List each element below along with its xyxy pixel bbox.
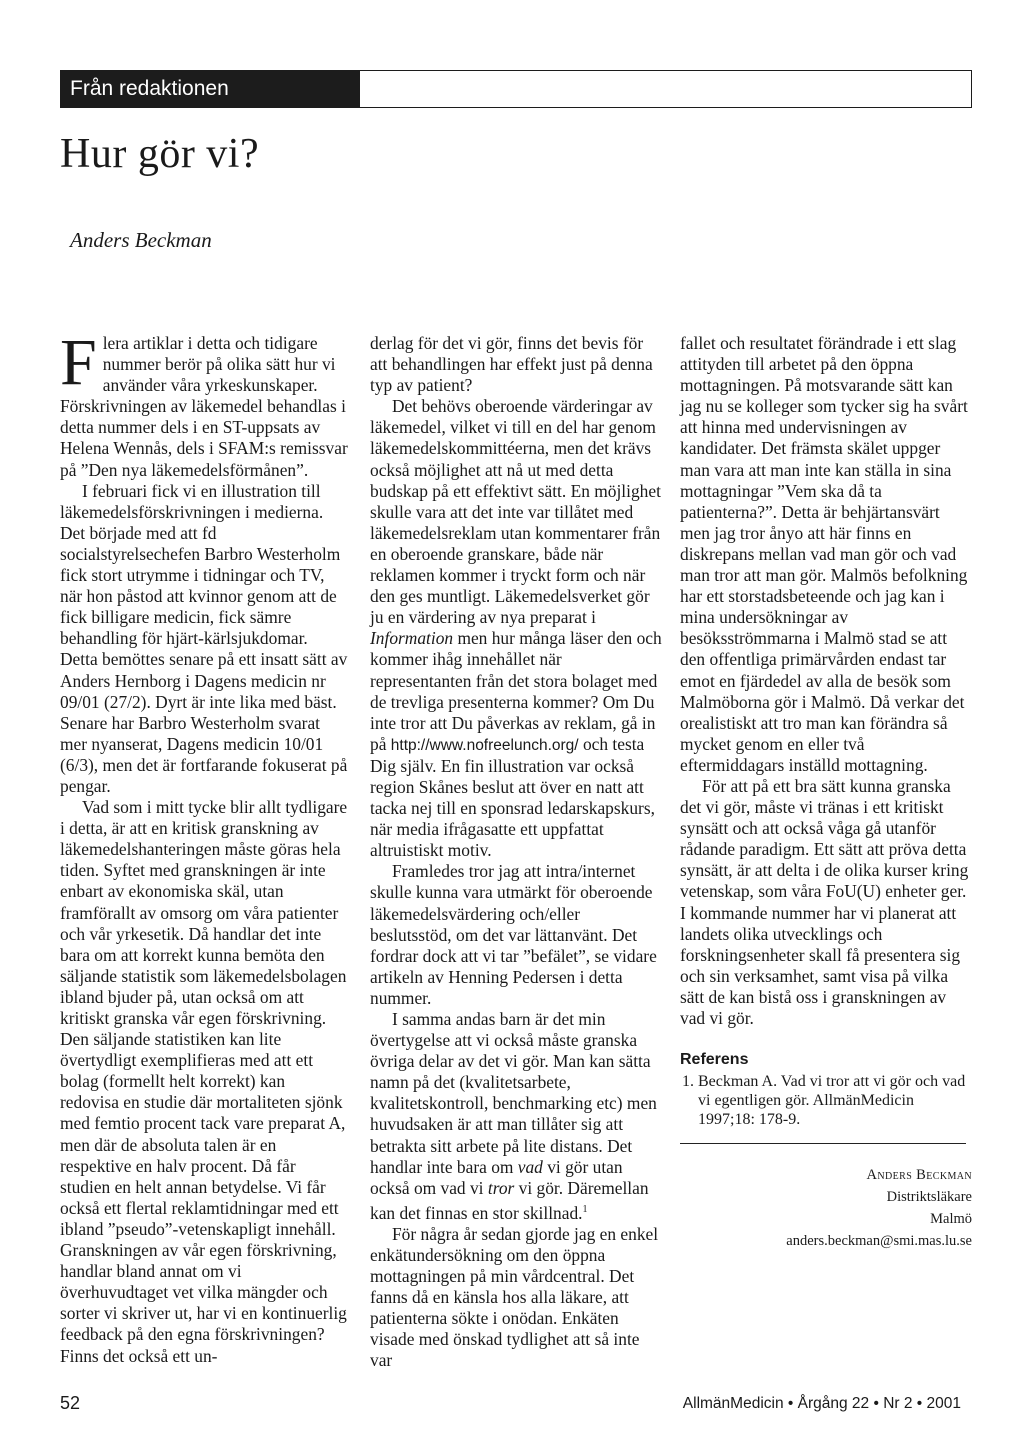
paragraph: fallet och resultatet förändrade i ett slag attityden till arbetet på den öppna mottagningen. På motsvarande sätt kan jag nu se kolleger som tycker sig ha svårt att hinna med undervisningen av kandidater. Det främsta skälet uppger man vara att man inte kan ställa in sina mottagningar ”Vem ska då ta patienterna?”. Detta är behjärtansvärt men jag tror ånyo att här finns en diskrepans mellan vad man gör och vad man tror att man gör. Malmös befolkning har ett storstadsbeteende och jag kan i mina undersökningar av besöksströmmarna i Malmö stad se att den offentliga primärvården endast tar emot en fjärdedel av alla de besök som Malmöborna gör i Malmö. Då verkar det orealistiskt att tro man kan förändra så mycket genom en eller två eftermiddagars inställd mottagning. <box>680 333 968 775</box>
paragraph: För att på ett bra sätt kunna granska det vi gör, måste vi tränas i ett kritiskt synsätt och att också våga gå utanför rådande paradigm. Ett sätt att pröva detta synsätt, är att delta i de olika kurser kring vetenskap, som våra FoU(U) enheter ger. I kommande nummer har vi planerat att landets olika utvecklings och forskningsenheter skall få presentera sig och sin verksamhet, samt visa på vilka sätt de kan bistå oss i granskningen av vad vi gör. <box>680 775 969 1028</box>
bio-city: Malmö <box>930 1211 972 1228</box>
paragraph: Framledes tror jag att intra/internet skulle kunna vara utmärkt för oberoende läkemedelsvärdering och/eller beslutsstöd, om det var lättanvänt. Det fordrar dock att vi tar ”befälet”, se vidare artikeln av Henning Pedersen i detta nummer. <box>370 861 657 1008</box>
bio-name: Anders Beckman <box>866 1167 972 1184</box>
article-author: Anders Beckman <box>70 228 212 252</box>
footnote-marker: 1 <box>582 1203 588 1215</box>
paragraph: derlag för det vi gör, finns det bevis för att behandlingen har effekt just på denna typ av patient? <box>370 333 653 396</box>
paragraph: Det behövs oberoende värderingar av läkemedel, vilket vi till en del har genom läkemedelskommittéerna, men det krävs också möjlighet att nå ut med detta budskap på ett effektivt sätt. En möjlighet skulle vara att det inte var tillåtet med läkemedelsreklam utan kommentarer från en oberoende granskare, både när reklamen kommer i tryckt form och när den ges muntligt. Läkemedelsverket gör ju en värdering av nya preparat i Information men hur många läser den och kommer ihåg innehållet när representanten från det stora bolaget med de trevliga presenterna kommer? Om Du inte tror att Du påverkas av reklam, gå in på http://www.nofreelunch.org/ och testa Dig själv. En fin illustration var också region Skånes beslut att över en natt att tacka nej till en sponsrad ledarskapskurs, när media ifrågasatte ett uppfattat altruistiskt motiv. <box>370 396 662 861</box>
paragraph: I februari fick vi en illustration till läkemedelsförskrivningen i medierna. Det började med att fd socialstyrelsechefen Barbro Westerholm fick stort utrymme i tidningar och TV, när hon påstod att kvinnor genom att de fick billigare medicin, fick sämre behandling för hjärt-kärlsjukdomar. Detta bemöttes senare på ett insatt sätt av Anders Hernborg i Dagens medicin nr 09/01 (27/2). Dyrt är inte lika med bäst. Senare har Barbro Westerholm svarat mer nyanserat, Dagens medicin 10/01 (6/3), men det är fortfarande fokuserat på pengar. <box>60 480 348 796</box>
journal-footer: AllmänMedicin • Årgång 22 • Nr 2 • 2001 <box>682 1395 961 1412</box>
column-1 <box>60 326 348 1367</box>
paragraph: Vad som i mitt tycke blir allt tydligare i detta, är att en kritisk granskning av läkemedelshanteringen måste göras hela tiden. Syftet med granskningen är inte enbart av ekonomiska skäl, utan framförallt av omsorg om våra patienter och vår yrkesetik. Då handlar det inte bara om att korrekt kunna bemöta den säljande statistik som läkemedelsbolagen ibland bjuder på, utan också om att kritiskt granska vår egen förskrivning. Den säljande statistiken kan lite övertydligt exemplifieras med att ett bolag (formellt helt korrekt) kan redovisa en studie där mortaliteten sjönk med femtio procent tack vare preparat A, men där de absoluta talen är en respektive en halv procent. Då får studien en helt annan betydelse. Vi får också ett flertal reklamtidningar med ett ibland ”pseudo”-vetenskapligt innehåll. Granskningen av vår egen förskrivning, handlar bland annat om vi överhuvudtaget vet vilka mängder och sorter vi skriver ut, har vi en kontinuerlig feedback på den egna förskrivningen? Finns det också ett un- <box>60 797 348 1366</box>
paragraph: Flera artiklar i detta och tidigare nummer berör på olika sätt hur vi använder våra yrkeskunskaper. Förskrivningen av läkemedel behandlas i detta nummer dels i en ST-uppsats av Helena Wennås, dels i SFAM:s remissvar på ”Den nya läkemedelsförmånen”. <box>60 326 348 480</box>
column-2 <box>370 333 662 1371</box>
references-heading: Referens <box>680 1051 749 1069</box>
divider <box>680 1143 966 1144</box>
paragraph: För några år sedan gjorde jag en enkel enkätundersökning om den öppna mottagningen på min vårdcentral. Det fanns då en känsla hos alla läkare, att patienterna sökte i onödan. Enkäten visade med önskad tydlighet att så inte var <box>370 1223 659 1371</box>
section-header <box>60 70 972 108</box>
column-3 <box>680 333 972 1252</box>
paragraph: I samma andas barn är det min övertygelse att vi också måste granska övriga delar av det vi gör. Man kan sätta namn på det (kvalitetsarbete, kvalitetskontroll, benchmarking etc) men huvudsaken är att man tillåter sig att betrakta sitt arbete på lite distans. Det handlar inte bara om vad vi gör utan också om vad vi tror vi gör. Däremellan kan det finnas en stor skillnad.$^1$ <box>370 1009 657 1223</box>
bio-title: Distriktsläkare <box>886 1189 972 1206</box>
journal-reference: Information <box>370 628 454 649</box>
section-label: Från redaktionen <box>60 70 360 108</box>
url-link[interactable]: http://www.nofreelunch.org/ <box>390 736 579 754</box>
drop-cap: F <box>60 326 97 399</box>
article-title: Hur gör vi? <box>60 131 260 177</box>
page-number: 52 <box>60 1393 81 1413</box>
bio-email[interactable]: anders.beckman@smi.mas.lu.se <box>786 1233 972 1250</box>
reference-item: 1. Beckman A. Vad vi tror att vi gör och vad vi egentligen gör. AllmänMedicin 1997;18: 178-9. <box>682 1073 966 1129</box>
author-bio <box>680 1164 972 1252</box>
